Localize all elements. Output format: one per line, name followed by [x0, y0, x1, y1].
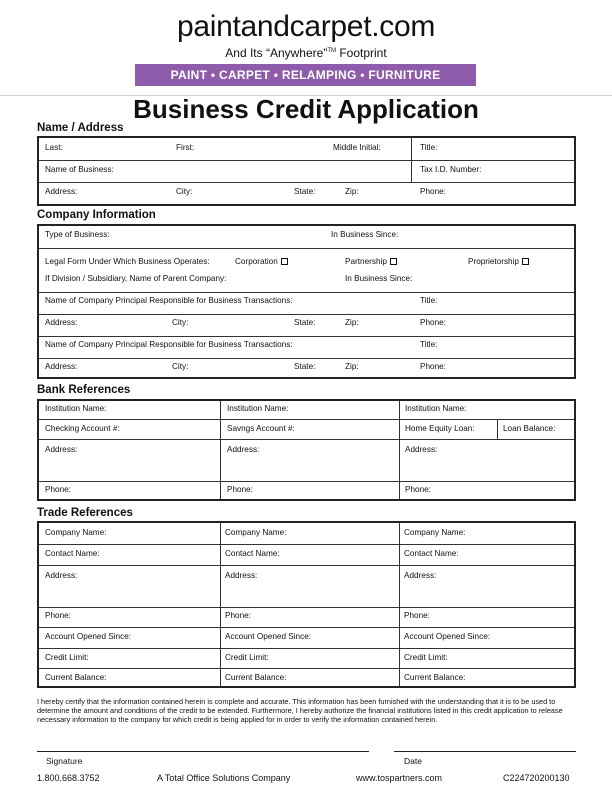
principal-zip-field-1[interactable]: Zip:: [345, 318, 359, 327]
trade3-phone-field[interactable]: Phone:: [404, 611, 430, 620]
tagline-text: And Its “Anywhere”: [225, 46, 328, 60]
principal-name-field-1[interactable]: Name of Company Principal Responsible for Business Transactions:: [45, 296, 293, 305]
trade2-credit-limit-field[interactable]: Credit Limit:: [225, 653, 269, 662]
principal-title-field-1[interactable]: Title:: [420, 296, 438, 305]
zip-field[interactable]: Zip:: [345, 187, 359, 196]
column-divider: [399, 523, 400, 686]
trade1-address-field[interactable]: Address:: [45, 571, 78, 580]
partnership-checkbox[interactable]: [390, 258, 397, 265]
trade1-account-opened-field[interactable]: Account Opened Since:: [45, 632, 132, 641]
row-divider: [39, 668, 574, 669]
tagline: [0, 46, 612, 60]
certification-text: I hereby certify that the information contained herein is complete and accurate. This information has been furnished with the understanding that it is to be used to determine the amount and conditions of the credit to be extended. Furthermore, I hereby authorize the financial institutions listed in this credit application to release necessary information to the company for which credit is being applied for in order to verify the information contained herein.: [37, 697, 563, 724]
column-divider: [220, 523, 221, 686]
row-divider: [39, 336, 574, 337]
trade3-credit-limit-field[interactable]: Credit Limit:: [404, 653, 448, 662]
row-divider: [39, 160, 411, 161]
section-heading-company: Company Information: [37, 209, 156, 221]
signature-line[interactable]: [37, 751, 369, 752]
partnership-label: Partnership: [345, 257, 387, 266]
in-business-since-field[interactable]: In Business Since:: [331, 230, 399, 239]
home-equity-loan-field[interactable]: Home Equity Loan:: [405, 424, 475, 433]
footer-form-code: C224720200130: [503, 773, 570, 783]
row-divider: [39, 544, 574, 545]
principal-zip-field-2[interactable]: Zip:: [345, 362, 359, 371]
bank1-institution-field[interactable]: Institution Name:: [45, 404, 107, 413]
trade2-account-opened-field[interactable]: Account Opened Since:: [225, 632, 312, 641]
trade2-address-field[interactable]: Address:: [225, 571, 258, 580]
row-divider: [39, 607, 574, 608]
principal-city-field-1[interactable]: City:: [172, 318, 189, 327]
trade1-phone-field[interactable]: Phone:: [45, 611, 71, 620]
row-divider: [39, 248, 574, 249]
column-divider: [497, 419, 498, 439]
footer-company: A Total Office Solutions Company: [157, 773, 291, 783]
trade3-contact-name-field[interactable]: Contact Name:: [404, 549, 459, 558]
parent-company-field[interactable]: If Division / Subsidiary, Name of Parent Company:: [45, 274, 227, 283]
date-label: Date: [404, 756, 422, 766]
row-divider: [39, 314, 574, 315]
proprietorship-option[interactable]: [468, 257, 529, 267]
principal-address-field-1[interactable]: Address:: [45, 318, 78, 327]
tax-id-field[interactable]: Tax I.D. Number:: [420, 165, 482, 174]
checking-account-field[interactable]: Checking Account #:: [45, 424, 120, 433]
phone-field[interactable]: Phone:: [420, 187, 446, 196]
company-info-box: [37, 224, 576, 379]
address-field[interactable]: Address:: [45, 187, 78, 196]
proprietorship-label: Proprietorship: [468, 257, 519, 266]
page-title: Business Credit Application: [133, 94, 479, 124]
footer-website: www.tospartners.com: [356, 773, 443, 783]
state-field[interactable]: State:: [294, 187, 316, 196]
section-heading-trade: Trade References: [37, 507, 133, 519]
trade3-account-opened-field[interactable]: Account Opened Since:: [404, 632, 491, 641]
row-divider: [39, 182, 574, 183]
row-divider: [39, 439, 574, 440]
bank-references-box: [37, 399, 576, 501]
first-name-field[interactable]: First:: [176, 143, 195, 152]
type-of-business-field[interactable]: Type of Business:: [45, 230, 110, 239]
trade2-current-balance-field[interactable]: Current Balance:: [225, 673, 287, 682]
row-divider: [39, 358, 574, 359]
business-name-field[interactable]: Name of Business:: [45, 165, 114, 174]
bank2-phone-field[interactable]: Phone:: [227, 485, 253, 494]
trademark-mark: TM: [327, 48, 336, 54]
corporation-checkbox[interactable]: [281, 258, 288, 265]
date-line[interactable]: [394, 751, 576, 752]
principal-title-field-2[interactable]: Title:: [420, 340, 438, 349]
trade1-company-name-field[interactable]: Company Name:: [45, 528, 107, 537]
row-divider: [39, 565, 574, 566]
column-divider: [220, 401, 221, 499]
row-divider: [39, 648, 574, 649]
city-field[interactable]: City:: [176, 187, 193, 196]
principal-city-field-2[interactable]: City:: [172, 362, 189, 371]
bank1-phone-field[interactable]: Phone:: [45, 485, 71, 494]
trade1-credit-limit-field[interactable]: Credit Limit:: [45, 653, 89, 662]
principal-state-field-1[interactable]: State:: [294, 318, 316, 327]
row-divider: [39, 481, 574, 482]
footer-phone: 1.800.668.3752: [37, 773, 100, 783]
trade2-company-name-field[interactable]: Company Name:: [225, 528, 287, 537]
row-divider: [39, 627, 574, 628]
middle-initial-field[interactable]: Middle Initial:: [333, 143, 381, 152]
trade1-contact-name-field[interactable]: Contact Name:: [45, 549, 100, 558]
corporation-label: Corporation: [235, 257, 278, 266]
principal-name-field-2[interactable]: Name of Company Principal Responsible for Business Transactions:: [45, 340, 293, 349]
bank2-address-field[interactable]: Address:: [227, 445, 260, 454]
savings-account-field[interactable]: Savngs Account #:: [227, 424, 295, 433]
signature-label: Signature: [46, 756, 83, 766]
trade-references-box: [37, 521, 576, 688]
trade2-contact-name-field[interactable]: Contact Name:: [225, 549, 280, 558]
bank3-phone-field[interactable]: Phone:: [405, 485, 431, 494]
principal-address-field-2[interactable]: Address:: [45, 362, 78, 371]
proprietorship-checkbox[interactable]: [522, 258, 529, 265]
partnership-option[interactable]: [345, 257, 397, 267]
title-field[interactable]: Title:: [420, 143, 438, 152]
category-banner: PAINT • CARPET • RELAMPING • FURNITURE: [135, 64, 476, 86]
bank3-address-field[interactable]: Address:: [405, 445, 438, 454]
name-address-box: [37, 136, 576, 206]
row-divider: [39, 419, 574, 420]
trade3-address-field[interactable]: Address:: [404, 571, 437, 580]
last-name-field[interactable]: Last:: [45, 143, 63, 152]
bank2-institution-field[interactable]: Institution Name:: [227, 404, 289, 413]
trade3-current-balance-field[interactable]: Current Balance:: [404, 673, 466, 682]
bank3-institution-field[interactable]: Institution Name:: [405, 404, 467, 413]
section-heading-bank: Bank References: [37, 384, 131, 396]
principal-phone-field-1[interactable]: Phone:: [420, 318, 446, 327]
bank1-address-field[interactable]: Address:: [45, 445, 78, 454]
tagline-suffix: Footprint: [336, 46, 387, 60]
legal-form-label: Legal Form Under Which Business Operates:: [45, 257, 210, 266]
section-heading-name-address: Name / Address: [37, 122, 124, 134]
row-divider: [411, 160, 574, 161]
row-divider: [39, 292, 574, 293]
parent-in-business-since-field[interactable]: In Business Since:: [345, 274, 413, 283]
column-divider: [399, 401, 400, 499]
trade1-current-balance-field[interactable]: Current Balance:: [45, 673, 107, 682]
principal-state-field-2[interactable]: State:: [294, 362, 316, 371]
corporation-option[interactable]: [235, 257, 288, 267]
trade3-company-name-field[interactable]: Company Name:: [404, 528, 466, 537]
trade2-phone-field[interactable]: Phone:: [225, 611, 251, 620]
principal-phone-field-2[interactable]: Phone:: [420, 362, 446, 371]
loan-balance-field[interactable]: Loan Balance:: [503, 424, 556, 433]
site-name: paintandcarpet.com: [176, 10, 436, 43]
